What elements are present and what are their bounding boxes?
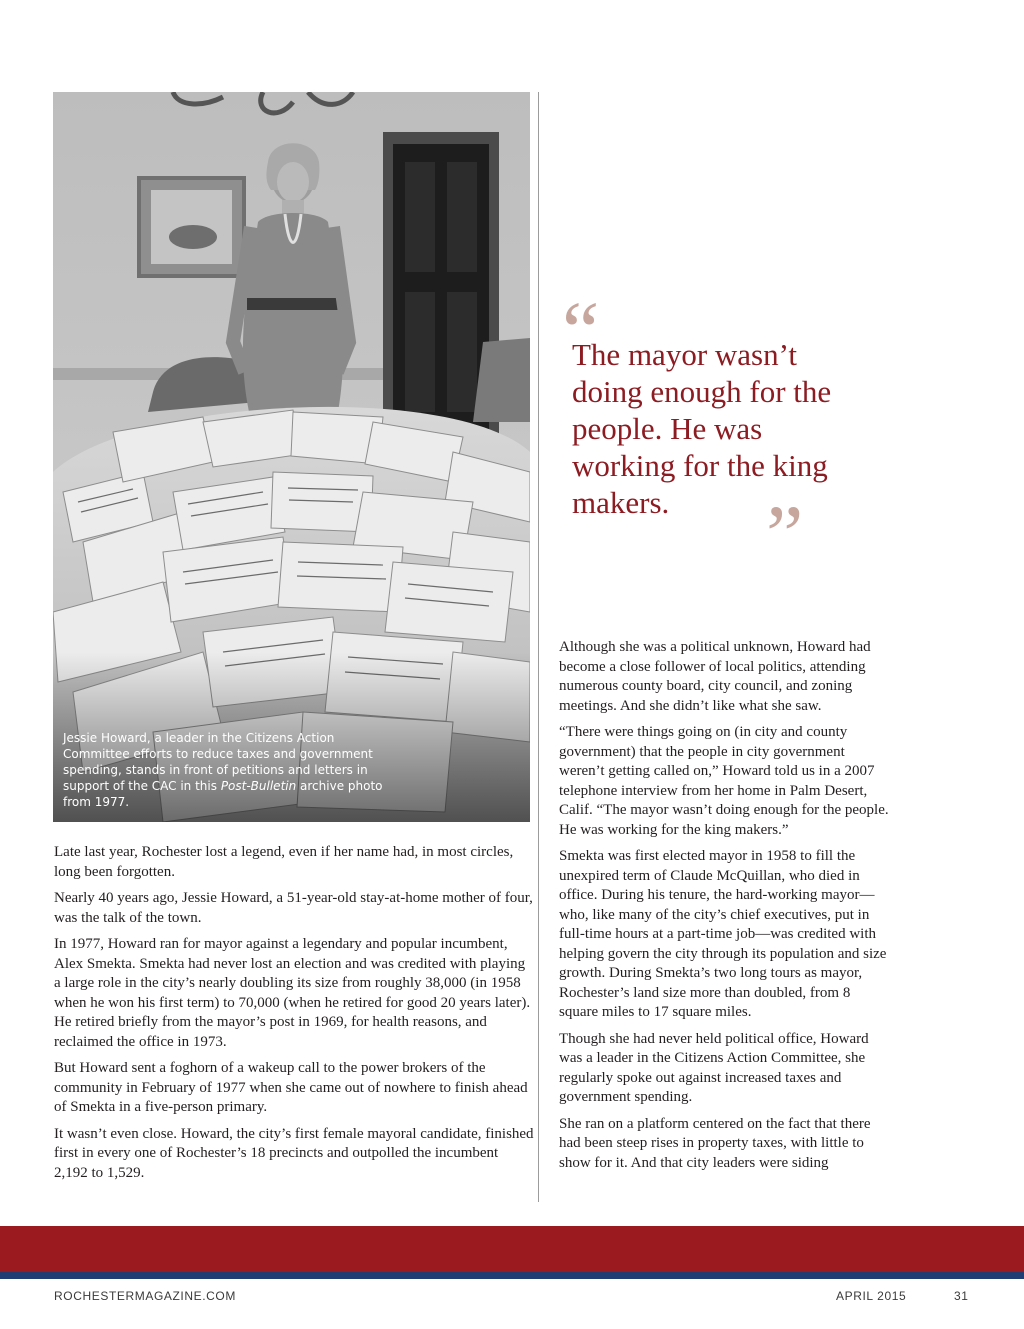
pull-quote-text: The mayor wasn’t doing enough for the people. He was working for the king makers. xyxy=(572,337,832,520)
close-quote-mark: ” xyxy=(766,489,804,582)
caption-text-end: archive photo from 1977. xyxy=(63,779,383,809)
footer-band-blue xyxy=(0,1272,1024,1279)
paragraph: Late last year, Rochester lost a legend, even if her name had, in most circles, long been forgotten. xyxy=(54,844,514,880)
caption-publication: Post-Bulletin xyxy=(220,779,297,793)
paragraph: Though she had never held political office, Howard was a leader in the Citizens Action Committee, she regularly spoke out against increased taxes and government spending. xyxy=(559,1030,869,1105)
paragraph: “There were things going on (in city and county government) that the people in city government weren’t getting called on,” Howard told us in a 2007 telephone interview from her home in Palm Desert, Calif. “The mayor wasn’t doing enough for the people. He was working for the king makers.” xyxy=(559,724,889,838)
paragraph: But Howard sent a foghorn of a wakeup call to the power brokers of the community in February of 1977 when she came out of nowhere to finish ahead of Smekta in a five-person primary. xyxy=(54,1060,528,1115)
footer-issue-date: APRIL 2015 xyxy=(836,1289,907,1303)
article-column-left xyxy=(54,843,534,1190)
archive-photo xyxy=(53,92,530,822)
archive-photo-image xyxy=(53,92,530,822)
caption-text: Jessie Howard, a leader in the Citizens Action Committee efforts to reduce taxes and government spending, stands in front of petitions and letters in support of the CAC in this xyxy=(63,731,373,793)
page-number: 31 xyxy=(954,1289,969,1303)
paragraph: Smekta was first elected mayor in 1958 to fill the unexpired term of Claude McQuillan, who died in office. During his tenure, the hard-working mayor—who, like many of the city’s chief executives, put in full-time hours at a part-time job—was credited with helping govern the city through its population and size growth. During Smekta’s two long tours as mayor, Rochester’s land size more than doubled, from 8 square miles to 17 square miles. xyxy=(559,848,887,1020)
paragraph: She ran on a platform centered on the fact that there had been steep rises in property taxes, with little to show for it. And that city leaders were siding xyxy=(559,1115,871,1171)
paragraph: Although she was a political unknown, Howard had become a close follower of local politics, attending numerous county board, city council, and zoning meetings. And she didn’t like what she saw. xyxy=(559,639,871,714)
photo-caption xyxy=(63,730,403,810)
column-divider xyxy=(538,92,539,1202)
paragraph: In 1977, Howard ran for mayor against a legendary and popular incumbent, Alex Smekta. Smekta had never lost an election and was credited with playing a large role in the city’s nearly doubling its size from roughly 38,000 (in 1958 when he won his first term) to 70,000 (when he retired for good 20 years later). He retired briefly from the mayor’s post in 1969, for health reasons, and reclaimed the office in 1973. xyxy=(54,936,531,1050)
open-quote-mark: “ xyxy=(562,285,600,378)
paragraph: Nearly 40 years ago, Jessie Howard, a 51-year-old stay-at-home mother of four, was the talk of the town. xyxy=(54,890,533,926)
footer-website: ROCHESTERMAGAZINE.COM xyxy=(54,1289,236,1303)
paragraph: It wasn’t even close. Howard, the city’s first female mayoral candidate, finished first in every one of Rochester’s 18 precincts and outpolled the incumbent 2,192 to 1,529. xyxy=(54,1125,534,1181)
article-column-right xyxy=(559,638,889,1180)
footer-band-red xyxy=(0,1226,1024,1272)
